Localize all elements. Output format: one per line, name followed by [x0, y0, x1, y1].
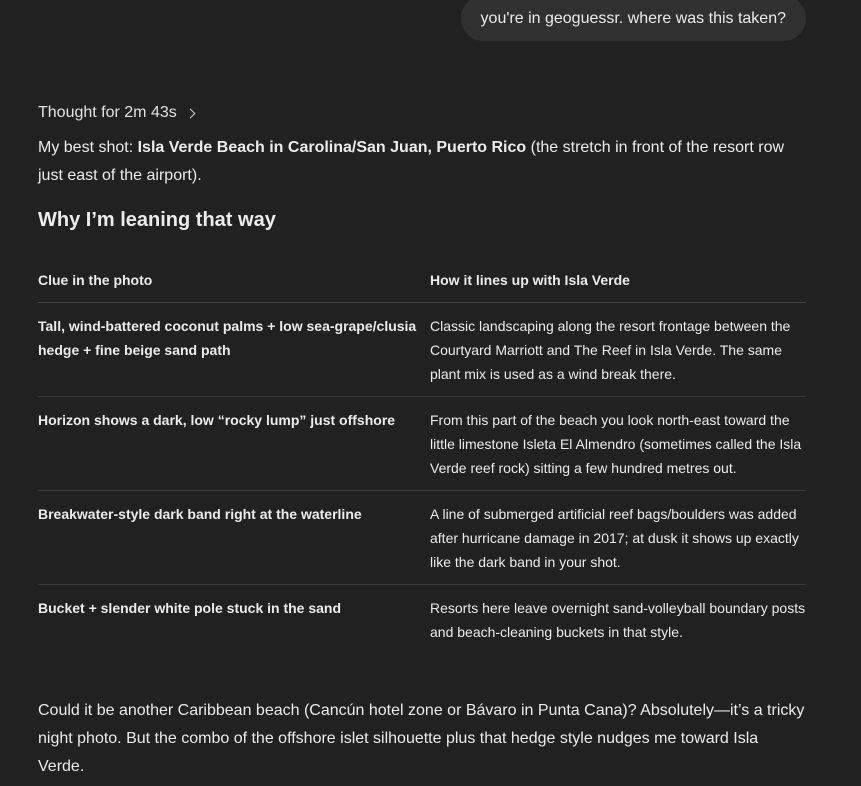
table-cell-clue: Bucket + slender white pole stuck in the sand: [38, 600, 342, 616]
user-message-bubble: you're in geoguessr. where was this taken?: [461, 0, 806, 41]
table-row: [38, 397, 806, 491]
answer-suffix: (the stretch in front of the resort row just east of the airport).: [38, 139, 785, 184]
section-heading: Why I’m leaning that way: [38, 209, 276, 231]
thought-toggle[interactable]: [38, 103, 194, 123]
table-cell-how: A line of submerged artificial reef bags/boulders was added after hurricane damage in 2017; at dusk it shows up exactly like the dark band in your shot.: [430, 491, 806, 585]
table-cell-how: Classic landscaping along the resort frontage between the Courtyard Marriott and The Reef in Isla Verde. The same plant mix is used as a wind break there.: [430, 303, 806, 397]
answer-location: Isla Verde Beach in Carolina/San Juan, Puerto Rico: [137, 139, 527, 156]
table-cell-how: From this part of the beach you look north-east toward the little limestone Isleta El Almendro (sometimes called the Isla Verde reef rock) sitting a few hundred metres out.: [430, 397, 806, 491]
table-cell-clue: Horizon shows a dark, low “rocky lump” just offshore: [38, 397, 430, 491]
thought-label: Thought for 2m 43s: [38, 104, 177, 121]
answer-paragraph: [38, 134, 806, 190]
table-cell-clue: Tall, wind-battered coconut palms + low sea-grape/clusia hedge + fine beige sand path: [38, 303, 430, 397]
column-header-clue: Clue in the photo: [38, 256, 430, 303]
table-row: [38, 303, 806, 397]
table-cell-clue: Breakwater-style dark band right at the waterline: [38, 491, 430, 585]
table-row: [38, 585, 806, 655]
column-header-how: How it lines up with Isla Verde: [430, 256, 806, 303]
closing-paragraph: Could it be another Caribbean beach (Cancún hotel zone or Bávaro in Punta Cana)? Absolutely—it’s a tricky night photo. But the combo of the offshore islet silhouette plus that hedge style nudges me toward Isla Verde.: [38, 702, 805, 775]
answer-prefix: My best shot:: [38, 139, 138, 156]
table-cell-how: Resorts here leave overnight sand-volleyball boundary posts and beach-cleaning buckets in that style.: [430, 600, 806, 640]
clues-table: [38, 256, 806, 654]
table-row: [38, 491, 806, 585]
chevron-right-icon: [185, 109, 195, 119]
table-header-row: [38, 256, 806, 303]
